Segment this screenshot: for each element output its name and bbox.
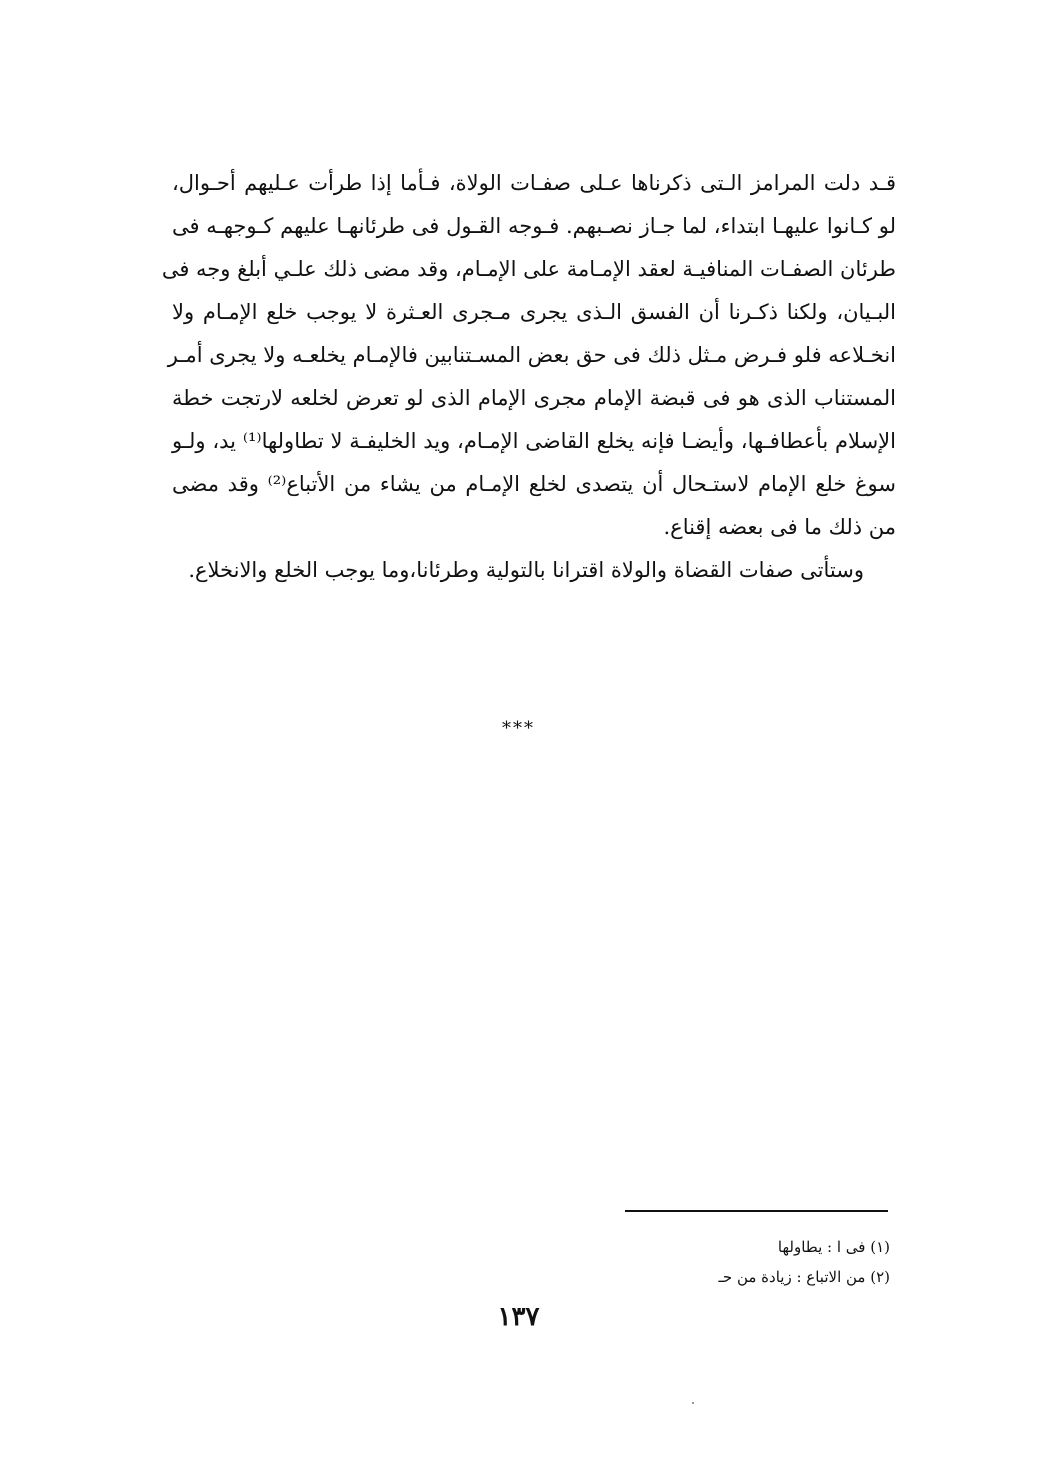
section-separator: *** (502, 718, 535, 739)
text-line: قـد دلت المرامز الـتى ذكرناها عـلى صفـات الولاة، فـأما إذا طرأت عـليهم أحـوال، (172, 171, 896, 195)
text-line: البـيان، ولكنا ذكـرنا أن الفسق الـذى يجرى مـجرى العـثرة لا يوجب خلع الإمـام ولا (172, 300, 896, 324)
text-line: طرئان الصفـات المنافيـة لعقد الإمـامة على الإمـام، وقد مضى ذلك علـي أبلغ وجه فى (161, 257, 896, 281)
footnote: (٢) من الاتباع : زيادة من حـ (718, 1268, 890, 1286)
text-line: لو كـانوا عليهـا ابتداء، لما جـاز نصـبهم. فـوجه القـول فى طرئانهـا عليهم كـوجهـه فى (172, 214, 896, 238)
text-line: من ذلك ما فى بعضه إقناع. (663, 515, 896, 539)
page-number: ١٣٧ (497, 1302, 540, 1332)
main-text (161, 162, 896, 592)
text-line: المستناب الذى هو فى قبضة الإمام مجرى الإمام الذى لو تعرض لخلعه لارتجت خطة (172, 386, 896, 410)
text-line: سوغ خلع الإمام لاستـحال أن يتصدى لخلع الإمـام من يشاء من الأتباع⁽²⁾ وقد مضى (172, 472, 896, 496)
footnote-divider (625, 1210, 888, 1212)
scan-speck (692, 1402, 694, 1404)
footnotes (560, 1232, 890, 1292)
footnote: (١) فى ا : يطاولها (777, 1238, 890, 1256)
text-line: وستأتى صفات القضاة والولاة اقترانا بالتولية وطرئانا،وما يوجب الخلع والانخلاع. (188, 558, 864, 582)
text-line: الإسلام بأعطافـها، وأيضـا فإنه يخلع القاضى الإمـام، ويد الخليفـة لا تطاولها⁽¹⁾ يد، ولـو (172, 429, 896, 453)
text-line: انخـلاعه فلو فـرض مـثل ذلك فى حق بعض المسـتنابين فالإمـام يخلعـه ولا يجرى أمـر (167, 343, 896, 367)
